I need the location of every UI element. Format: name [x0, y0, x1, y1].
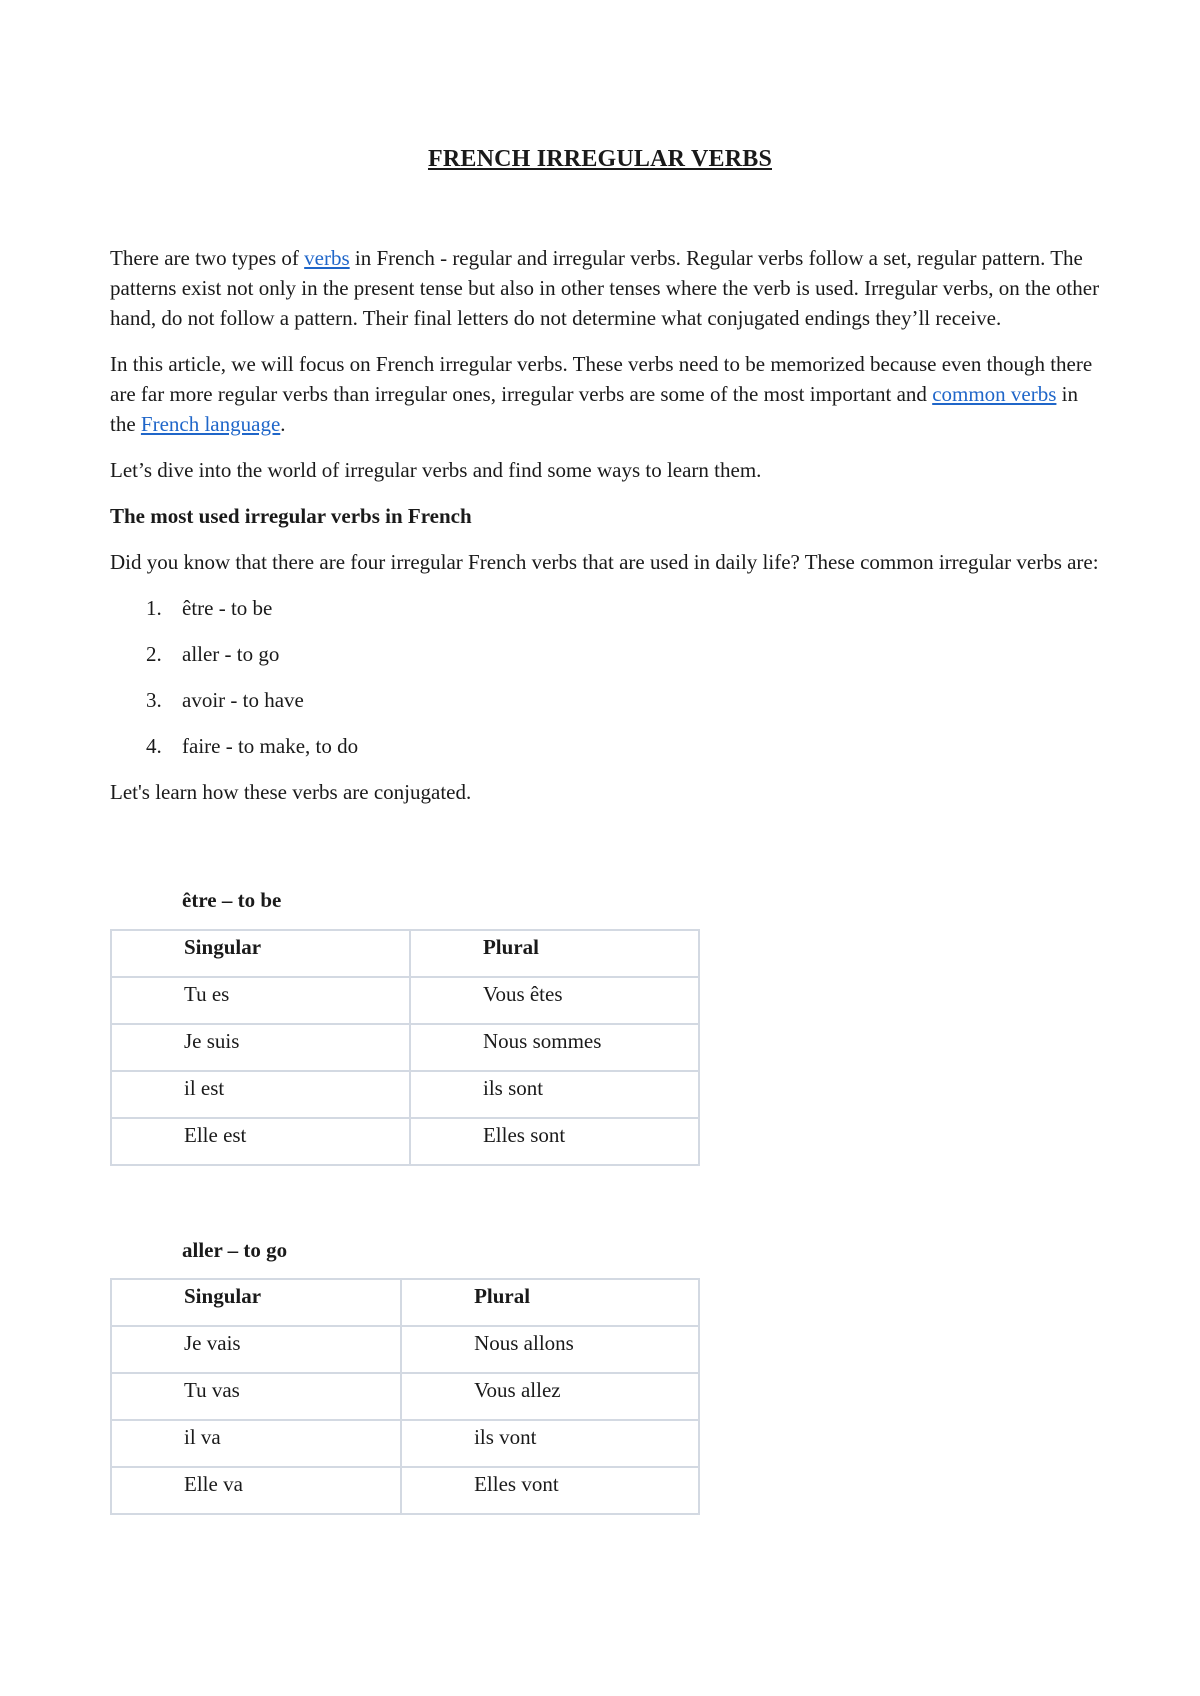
table2-caption: aller – to go [182, 1238, 288, 1262]
intro-paragraph-1: There are two types of verbs in French - regular and irregular verbs. Regular verbs follow a set, regular pattern. The patterns exist not only in the present tense but also in other tenses where the verb is used. Irregular verbs, on the other hand, do not follow a pattern. Their final letters do not determine what conjugated endings they’ll receive. [110, 246, 1100, 330]
list-item-text: avoir - to have [182, 688, 304, 712]
table-cell: Nous sommes [410, 1024, 699, 1071]
list-number: 3. [146, 688, 162, 712]
table-cell: Elle est [111, 1118, 410, 1165]
section-heading: The most used irregular verbs in French [110, 504, 472, 528]
table-cell: Vous allez [401, 1373, 699, 1420]
table-cell: Elles sont [410, 1118, 699, 1165]
aller-conjugation-table [110, 1278, 700, 1515]
list-item [110, 593, 1100, 639]
verb-list [110, 593, 1100, 777]
table-header-row [111, 930, 699, 977]
table-row [111, 977, 699, 1024]
header-cell: Singular [111, 930, 410, 977]
table-cell: Vous êtes [410, 977, 699, 1024]
header-cell: Plural [410, 930, 699, 977]
table-cell: Elles vont [401, 1467, 699, 1514]
table-cell: il va [111, 1420, 401, 1467]
common-verbs-link[interactable]: common verbs [932, 382, 1057, 406]
table-cell: il est [111, 1071, 410, 1118]
list-item-text: faire - to make, to do [182, 734, 359, 758]
article-body [110, 243, 1100, 823]
french-language-link[interactable]: French language [140, 412, 281, 436]
list-number: 4. [146, 734, 162, 758]
table-row [111, 1118, 699, 1165]
verbs-link[interactable]: verbs [304, 246, 350, 270]
table-row [111, 1024, 699, 1071]
table-cell: ils vont [401, 1420, 699, 1467]
table-cell: Nous allons [401, 1326, 699, 1373]
table-cell: Tu es [111, 977, 410, 1024]
table-cell: Je suis [111, 1024, 410, 1071]
table-row [111, 1420, 699, 1467]
list-item [110, 639, 1100, 685]
table-cell: ils sont [410, 1071, 699, 1118]
etre-conjugation-table [110, 929, 700, 1166]
page-title: FRENCH IRREGULAR VERBS [427, 146, 772, 172]
list-item-text: être - to be [182, 596, 273, 620]
intro-paragraph-3: Let’s dive into the world of irregular verbs and find some ways to learn them. [110, 458, 762, 482]
list-number: 2. [146, 642, 162, 666]
list-item [110, 731, 1100, 777]
list-item-text: aller - to go [182, 642, 280, 666]
outro-paragraph: Let's learn how these verbs are conjugated. [110, 780, 472, 804]
table-row [111, 1071, 699, 1118]
table-cell: Elle va [111, 1467, 401, 1514]
table1-caption: être – to be [182, 888, 282, 912]
header-cell: Singular [111, 1279, 401, 1326]
section-paragraph: Did you know that there are four irregular French verbs that are used in daily life? These common irregular verbs are: [110, 550, 1099, 574]
table-row [111, 1373, 699, 1420]
table-header-row [111, 1279, 699, 1326]
table-cell: Tu vas [111, 1373, 401, 1420]
intro-paragraph-2: In this article, we will focus on French irregular verbs. These verbs need to be memorized because even though there are far more regular verbs than irregular ones, irregular verbs are some of the most important and common verbs in the French language. [110, 352, 1093, 436]
list-item [110, 685, 1100, 731]
table-row [111, 1326, 699, 1373]
header-cell: Plural [401, 1279, 699, 1326]
table-cell: Je vais [111, 1326, 401, 1373]
table-row [111, 1467, 699, 1514]
list-number: 1. [146, 596, 162, 620]
